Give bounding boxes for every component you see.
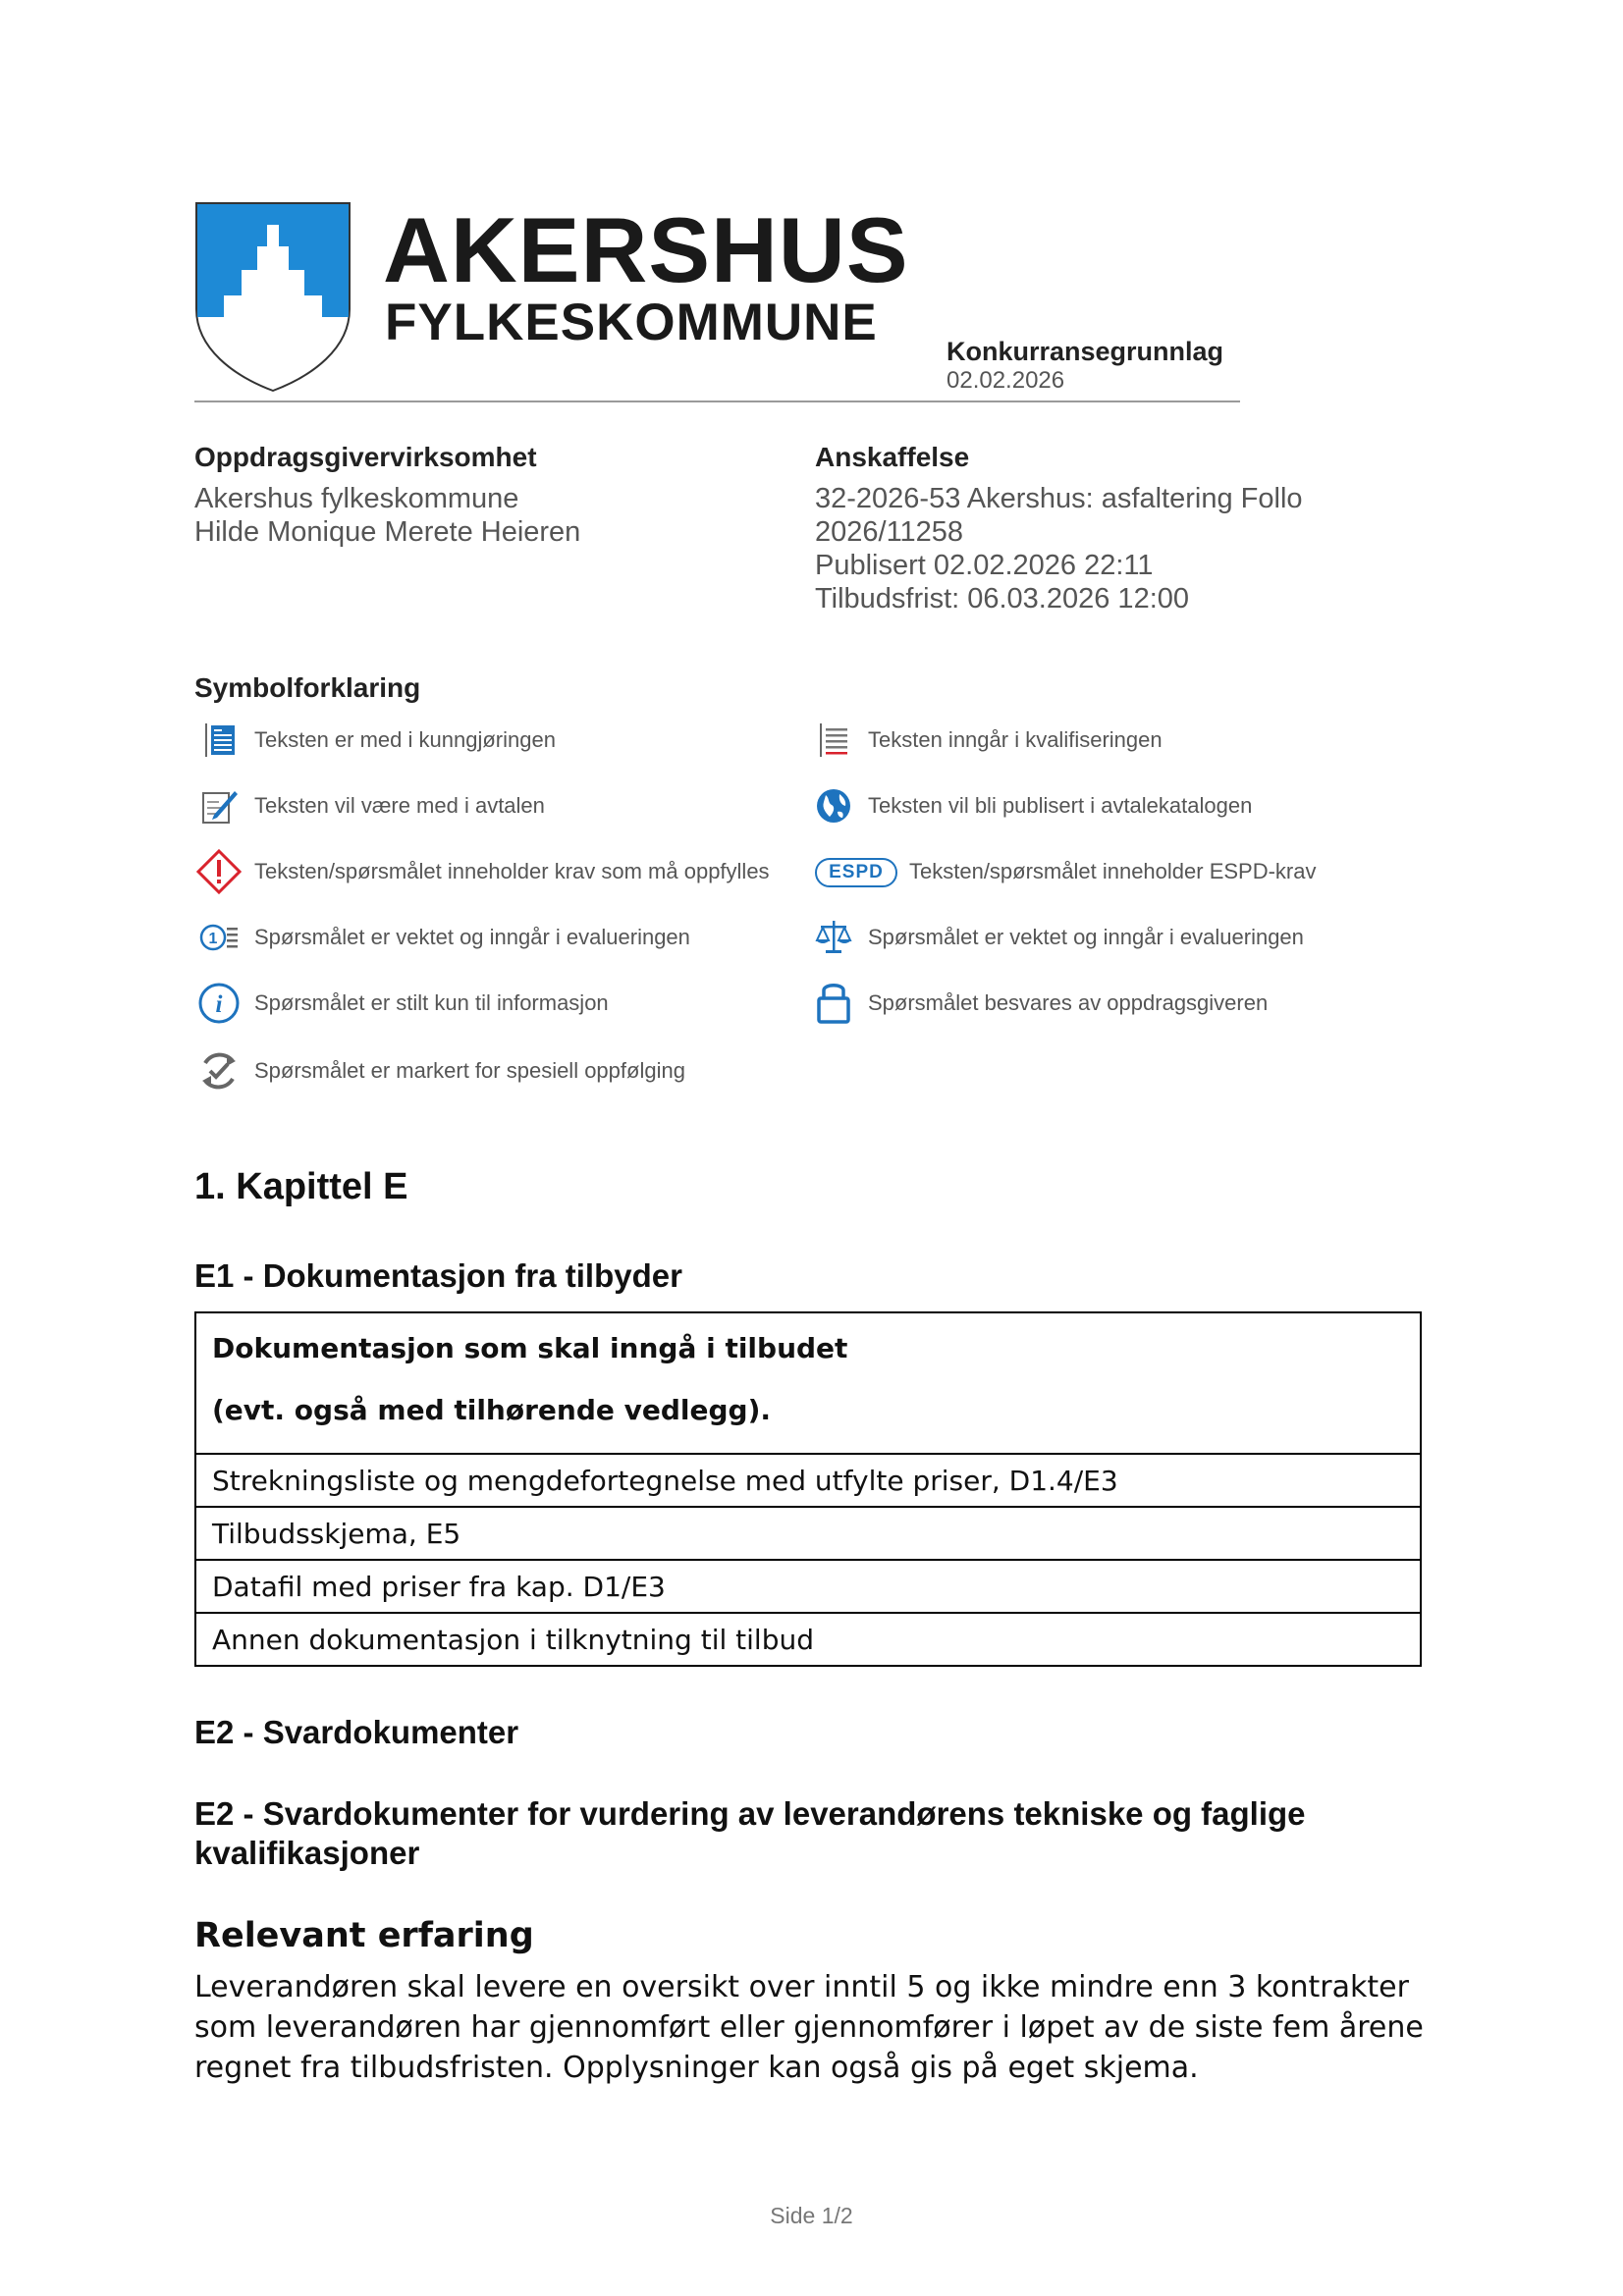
scales-icon bbox=[811, 915, 856, 960]
legend-text-catalog: Teksten vil bli publisert i avtalekatalogen bbox=[868, 793, 1253, 818]
e2-heading: E2 - Svardokumenter bbox=[194, 1714, 519, 1750]
client-heading: Oppdragsgivervirksomhet bbox=[194, 442, 537, 472]
table-header-row bbox=[195, 1312, 1421, 1454]
table-cell: Tilbudsskjema, E5 bbox=[195, 1507, 1421, 1560]
svg-text:1: 1 bbox=[208, 931, 218, 947]
client-contact: Hilde Monique Merete Heieren bbox=[194, 516, 581, 548]
globe-icon bbox=[811, 783, 856, 828]
procurement-deadline: Tilbudsfrist: 06.03.2026 12:00 bbox=[815, 583, 1190, 614]
relevant-experience-text: Leverandøren skal levere en oversikt over inntil 5 og ikke mindre enn 3 kontrakter som leverandøren har gjennomført eller gjennomfører i løpet av de siste fem årene regnet fra tilbudsfristen. Opplysninger kan også gis på eget skjema. bbox=[194, 1970, 1424, 2085]
table-row bbox=[195, 1454, 1421, 1507]
legend-text-qualification: Teksten inngår i kvalifiseringen bbox=[868, 727, 1163, 752]
qualification-list-icon bbox=[811, 718, 856, 763]
table-row bbox=[195, 1560, 1421, 1613]
legend-heading: Symbolforklaring bbox=[194, 672, 421, 703]
table-header-line2: (evt. også med tilhørende vedlegg). bbox=[212, 1394, 772, 1426]
document-type: Konkurransegrunnlag bbox=[947, 337, 1224, 366]
svg-text:i: i bbox=[215, 991, 223, 1018]
table-cell: Strekningsliste og mengdefortegnelse med utfylte priser, D1.4/E3 bbox=[195, 1454, 1421, 1507]
weighted-list-icon bbox=[196, 915, 242, 960]
document-date: 02.02.2026 bbox=[947, 367, 1065, 394]
espd-badge-icon: ESPD bbox=[815, 858, 897, 887]
table-header-cell bbox=[195, 1312, 1421, 1454]
table-cell: Datafil med priser fra kap. D1/E3 bbox=[195, 1560, 1421, 1613]
legend-text-info: Spørsmålet er stilt kun til informasjon bbox=[254, 990, 609, 1015]
logo-wordmark-line1: AKERSHUS bbox=[383, 198, 909, 301]
legend-text-followup: Spørsmålet er markert for spesiell oppfølging bbox=[254, 1058, 685, 1083]
legend-text-lock: Spørsmålet besvares av oppdragsgiveren bbox=[868, 990, 1269, 1015]
e1-heading: E1 - Dokumentasjon fra tilbyder bbox=[194, 1257, 682, 1294]
logo-wordmark-line2: FYLKESKOMMUNE bbox=[385, 294, 878, 351]
procurement-case-number: 2026/11258 bbox=[815, 516, 964, 548]
e2-sub-heading: E2 - Svardokumenter for vurdering av leverandørens tekniske og faglige kvalifikasjoner bbox=[194, 1795, 1306, 1871]
announcement-icon bbox=[196, 718, 242, 763]
client-name: Akershus fylkeskommune bbox=[194, 483, 519, 514]
page-number: Side 1/2 bbox=[770, 2203, 853, 2228]
akershus-shield-logo bbox=[194, 201, 352, 393]
table-row bbox=[195, 1613, 1421, 1666]
followup-icon bbox=[196, 1048, 242, 1094]
relevant-experience-heading: Relevant erfaring bbox=[194, 1916, 534, 1955]
procurement-title: 32-2026-53 Akershus: asfaltering Follo bbox=[815, 483, 1303, 514]
procurement-published: Publisert 02.02.2026 22:11 bbox=[815, 550, 1154, 581]
contract-pen-icon bbox=[196, 783, 242, 828]
table-row bbox=[195, 1507, 1421, 1560]
legend-text-espd: Teksten/spørsmålet inneholder ESPD-krav bbox=[909, 859, 1317, 883]
legend-text-weighted-2: Spørsmålet er vektet og inngår i evalueringen bbox=[868, 925, 1304, 949]
table-header-line1: Dokumentasjon som skal inngå i tilbudet bbox=[212, 1332, 848, 1364]
info-icon bbox=[196, 981, 242, 1026]
legend-text-announcement: Teksten er med i kunngjøringen bbox=[254, 727, 556, 752]
legend-text-contract: Teksten vil være med i avtalen bbox=[254, 793, 545, 818]
lock-icon bbox=[811, 979, 856, 1024]
header-divider bbox=[194, 400, 1240, 402]
table-cell: Annen dokumentasjon i tilknytning til tilbud bbox=[195, 1613, 1421, 1666]
procurement-heading: Anskaffelse bbox=[815, 442, 970, 472]
documentation-table bbox=[194, 1311, 1422, 1667]
warning-diamond-icon bbox=[196, 849, 242, 894]
legend-text-weighted-1: Spørsmålet er vektet og inngår i evalueringen bbox=[254, 925, 690, 949]
chapter-title: 1. Kapittel E bbox=[194, 1166, 408, 1207]
legend-text-requirement: Teksten/spørsmålet inneholder krav som må oppfylles bbox=[254, 859, 770, 883]
